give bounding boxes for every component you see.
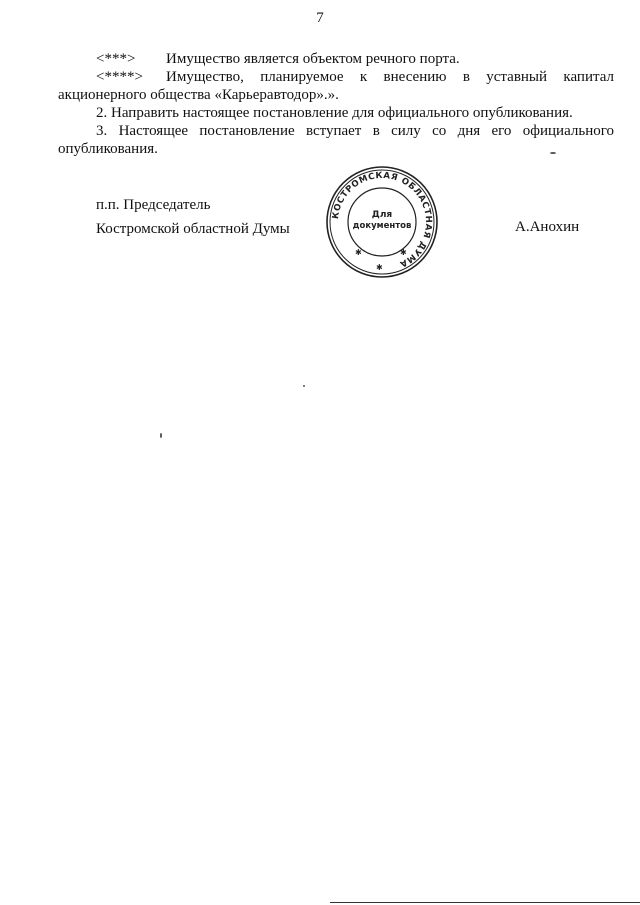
footnote-1: [58, 50, 614, 68]
scan-speck: [303, 385, 305, 387]
signatory-name: А.Анохин: [515, 219, 580, 235]
stamp-star-left-icon: ✱: [355, 248, 362, 257]
footnote-2: [58, 68, 614, 86]
page-number: 7: [316, 10, 324, 26]
paragraph-3: 3. Настоящее постановление вступает в силу со дня его официального опубликования.: [58, 123, 614, 157]
paragraph-2: 2. Направить настоящее постановление для официального опубликования.: [96, 105, 573, 121]
stamp-center-line1: Для: [371, 210, 393, 220]
stamp-center-line2: документов: [352, 221, 412, 231]
scan-speck: [160, 433, 162, 438]
footnote-2-text-line1: Имущество, планируемое к внесению в уставный капитал: [166, 69, 614, 85]
stamp-star-right-icon: ✱: [400, 248, 407, 257]
signatory-title: [96, 196, 290, 244]
footnote-1-text: Имущество является объектом речного порта.: [166, 51, 460, 67]
footnote-2-mark: <****>: [96, 69, 143, 85]
stamp-star-bottom-icon: ✱: [376, 263, 383, 272]
signatory-line2: Костромской областной Думы: [96, 221, 290, 237]
stamp-ring-text: КОСТРОМСКАЯ ОБЛАСТНАЯ ДУМА: [330, 170, 434, 269]
footnote-2-text-line2: акционерного общества «Карьеравтодор».».: [58, 87, 339, 103]
signatory-line1: п.п. Председатель: [96, 197, 211, 213]
official-stamp: [324, 164, 440, 280]
footnote-1-mark: <***>: [96, 51, 136, 67]
document-body: [58, 50, 614, 158]
scan-edge-line: [330, 902, 640, 903]
scan-speck: [550, 152, 556, 154]
